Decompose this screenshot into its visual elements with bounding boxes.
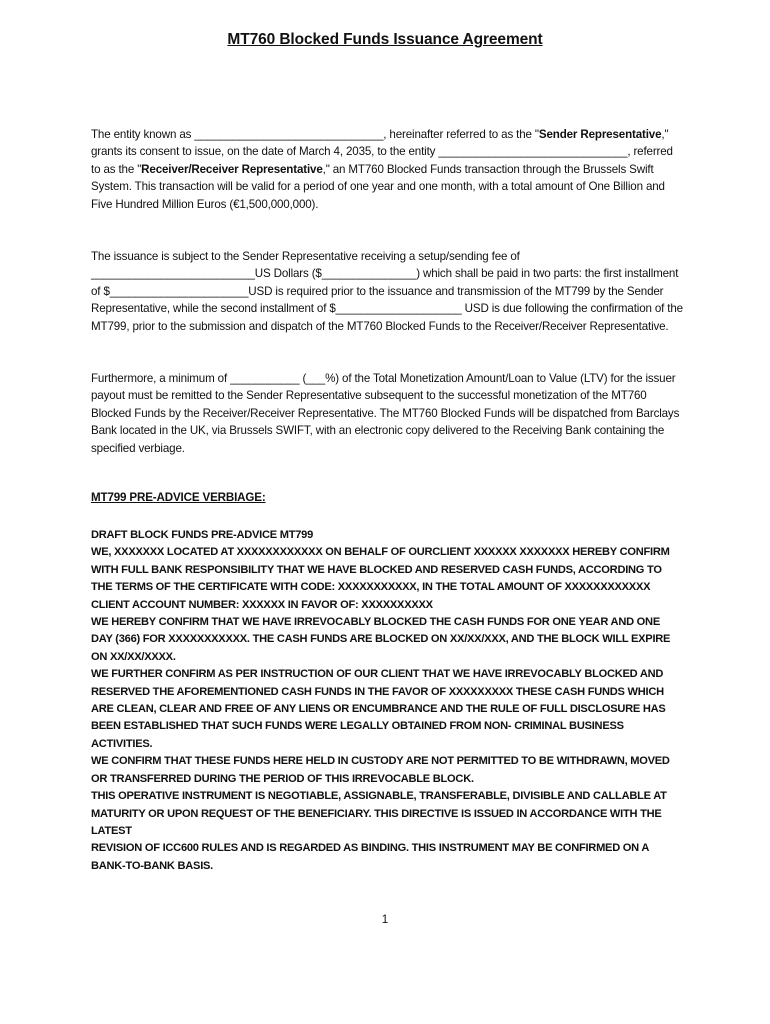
verbiage-line: REVISION OF ICC600 RULES AND IS REGARDED AS BINDING. THIS INSTRUMENT MAY BE CONFIRMED ON A BANK-TO-BANK BASIS. xyxy=(91,842,649,872)
verbiage-line: WE HEREBY CONFIRM THAT WE HAVE IRREVOCABLY BLOCKED THE CASH FUNDS FOR ONE YEAR AND ONE DAY (366) FOR XXXXXXXXXXX. THE CASH FUNDS ARE BLOCKED ON XX/XX/XXX, AND THE BLOCK WILL EXPIRE ON XX/XX/XXXX. xyxy=(91,616,671,663)
verbiage-block xyxy=(91,527,681,875)
paragraph-monetization: Furthermore, a minimum of ___________ (___%) of the Total Monetization Amount/Loan to Value (LTV) for the issuer payout must be remitted to the Sender Representative subsequent to the successful monetization of the MT760 Blocked Funds by the Receiver/Receiver Representative. The MT760 Blocked Funds will be dispatched from Barclays Bank located in the UK, via Brussels SWIFT, with an electronic copy delivered to the Receiving Bank containing the specified verbiage. xyxy=(91,372,680,455)
verbiage-line: WE, XXXXXXX LOCATED AT XXXXXXXXXXXX ON BEHALF OF OURCLIENT XXXXXX XXXXXXX HEREBY CONFIRM WITH FULL BANK RESPONSIBILITY THAT WE HAVE BLOCKED AND RESERVED CASH FUNDS, ACCORDING TO THE TERMS OF THE CERTIFICATE WITH CODE: XXXXXXXXXXX, IN THE TOTAL AMOUNT OF XXXXXXXXXXXX CLIENT ACCOUNT NUMBER: XXXXXX IN FAVOR OF: XXXXXXXXXX xyxy=(91,546,670,611)
page-number: 1 xyxy=(381,913,389,926)
sender-representative-term: Sender Representative xyxy=(538,128,662,141)
paragraph-fees: The issuance is subject to the Sender Representative receiving a setup/sending fee of __________________________US Dollars ($_______________) which shall be paid in two parts: the first installment of $______________________USD is required prior to the issuance and transmission of the MT799 by the Sender Representative, while the second installment of $____________________ USD is due following the confirmation of the MT799, prior to the submission and dispatch of the MT760 Blocked Funds to the Receiver/Receiver Representative. xyxy=(91,250,683,333)
verbiage-line: DRAFT BLOCK FUNDS PRE-ADVICE MT799 xyxy=(91,529,314,541)
receiver-representative-term: Receiver/Receiver Representative xyxy=(141,162,323,176)
verbiage-line: THIS OPERATIVE INSTRUMENT IS NEGOTIABLE, ASSIGNABLE, TRANSFERABLE, DIVISIBLE AND CALLABLE AT MATURITY OR UPON REQUEST OF THE BENEFICIARY. THIS DIRECTIVE IS ISSUED IN ACCORDANCE WITH THE LATEST xyxy=(91,790,667,837)
verbiage-line: WE FURTHER CONFIRM AS PER INSTRUCTION OF OUR CLIENT THAT WE HAVE IRREVOCABLY BLOCKED AND RESERVED THE AFOREMENTIONED CASH FUNDS IN THE FAVOR OF XXXXXXXXX THESE CASH FUNDS WHICH ARE CLEAN, CLEAR AND FREE OF ANY LIENS OR ENCUMBRANCE AND THE RULE OF FULL DISCLOSURE HAS BEEN ESTABLISHED THAT SUCH FUNDS WERE LEGALLY OBTAINED FROM NON- CRIMINAL BUSINESS ACTIVITIES. xyxy=(91,668,666,750)
section-heading-verbiage: MT799 PRE-ADVICE VERBIAGE: xyxy=(91,491,266,504)
paragraph-parties-part1: The entity known as ______________________________, hereinafter referred to as the " xyxy=(91,128,539,141)
paragraph-parties-part2: ," grants its consent to issue, on the date of March 4, 2035, to the entity ______________________________, referred to as the " xyxy=(91,128,673,176)
document-title: MT760 Blocked Funds Issuance Agreement xyxy=(227,31,543,48)
paragraph-parties xyxy=(91,126,683,213)
verbiage-line: WE CONFIRM THAT THESE FUNDS HERE HELD IN CUSTODY ARE NOT PERMITTED TO BE WITHDRAWN, MOVED OR TRANSFERRED DURING THE PERIOD OF THIS IRREVOCABLE BLOCK. xyxy=(91,755,670,785)
paragraph-parties-part3: ," an MT760 Blocked Funds transaction through the Brussels Swift System. This transaction will be valid for a period of one year and one month, with a total amount of One Billion and Five Hundred Million Euros (€1,500,000,000). xyxy=(91,162,665,211)
